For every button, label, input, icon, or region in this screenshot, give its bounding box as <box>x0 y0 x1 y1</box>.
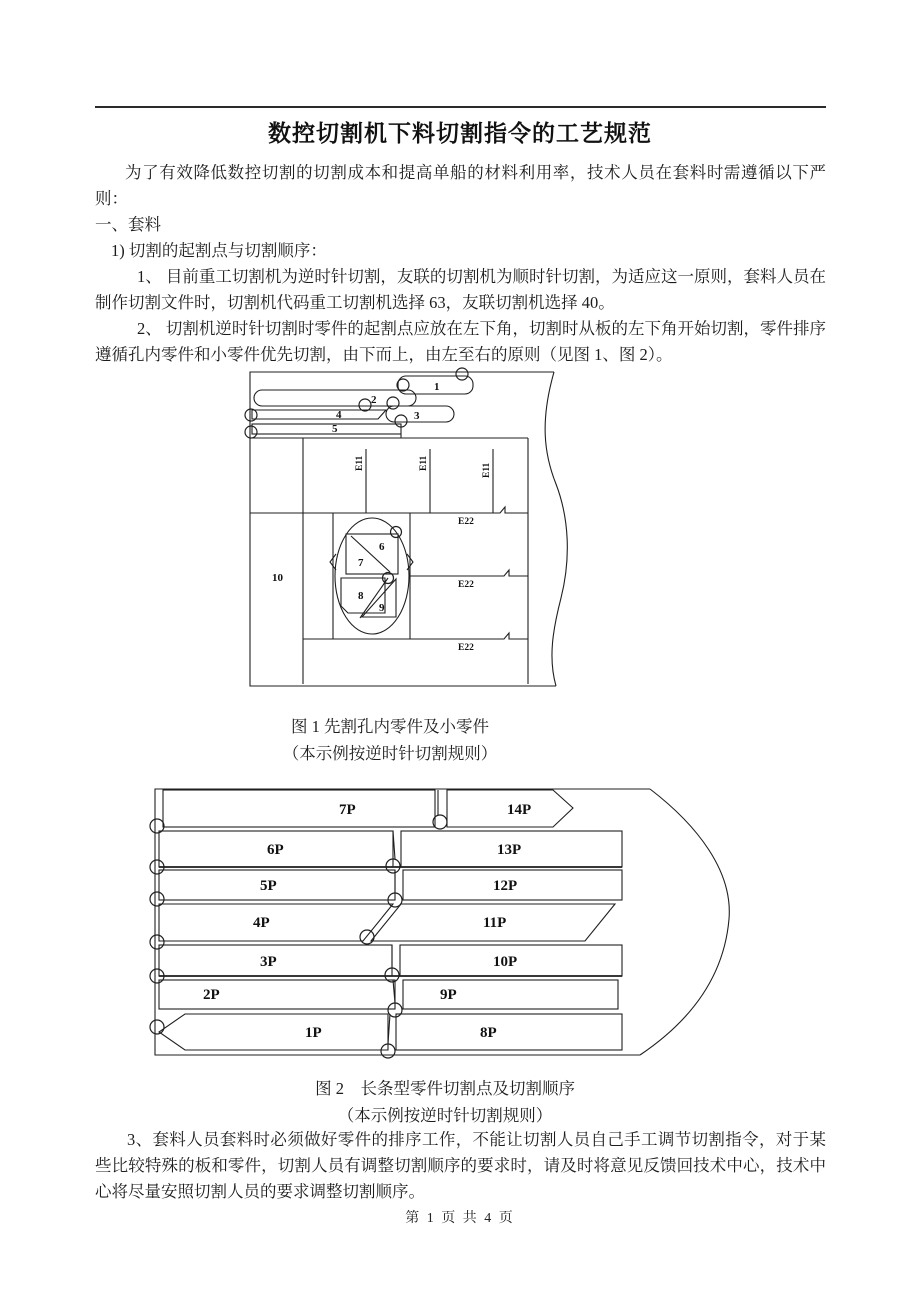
part-label-8: 8 <box>358 590 364 602</box>
intro-paragraph: 为了有效降低数控切割的切割成本和提高单船的材料利用率，技术人员在套料时需遵循以下严则： <box>95 163 826 208</box>
plate2-outline <box>155 789 650 1055</box>
strip-label-3p: 3P <box>260 954 277 970</box>
zone-label-e22: E22 <box>458 580 474 590</box>
strip-label-8p: 8P <box>480 1025 497 1041</box>
header-rule <box>95 106 826 108</box>
body-text <box>95 160 826 368</box>
strip-1p <box>159 1014 388 1050</box>
figure1-caption-line2: （本示例按逆时针切割规则） <box>282 744 498 763</box>
cut-start-circle <box>245 426 257 438</box>
strip-label-6p: 6P <box>267 842 284 858</box>
strip-9p <box>403 980 618 1009</box>
page-title: 数控切割机下料切割指令的工艺规范 <box>268 120 652 146</box>
part-label-4: 4 <box>336 409 342 421</box>
part-label-1: 1 <box>434 381 440 393</box>
strip-label-1p: 1P <box>305 1025 322 1041</box>
strip-label-14p: 14P <box>507 802 532 818</box>
subsection-heading: 1) 切割的起割点与切割顺序： <box>111 241 327 260</box>
cut-start-circle <box>387 397 399 409</box>
strip-label-5p: 5P <box>260 878 277 894</box>
strip-label-4p: 4P <box>253 915 270 931</box>
strip-label-12p: 12P <box>493 878 518 894</box>
plate2-torn-edge <box>640 789 729 1055</box>
zone-label-e11: E11 <box>419 455 429 471</box>
point-2: 2、 切割机逆时针切割时零件的起割点应放在左下角，切割时从板的左下角开始切割，零件排序遵循孔内零件和小零件优先切割，由下而上，由左至右的原则（见图 1、图 2）。 <box>95 319 826 364</box>
strip-4p <box>159 904 393 941</box>
strip-label-7p: 7P <box>339 802 356 818</box>
cut-start-circle <box>150 935 164 949</box>
zone-label-e22: E22 <box>458 517 474 527</box>
part-label-5: 5 <box>332 423 338 435</box>
strip-label-9p: 9P <box>440 987 457 1003</box>
e22-seam <box>410 570 528 576</box>
strip-label-2p: 2P <box>203 987 220 1003</box>
part-label-6: 6 <box>379 541 385 553</box>
point-3: 3、套料人员套料时必须做好零件的排序工作，不能让切割人员自己手工调节切割指令，对于某些比较特殊的板和零件，切割人员有调整切割顺序的要求时，请及时将意见反馈回技术中心，技术中心将尽量安照切割人员的要求调整切割顺序。 <box>95 1130 826 1201</box>
strip-2p <box>159 980 395 1009</box>
part-label-10: 10 <box>272 572 283 584</box>
strip-label-10p: 10P <box>493 954 518 970</box>
figure1-caption-line1: 图 1 先割孔内零件及小零件 <box>291 717 489 736</box>
part-label-7: 7 <box>358 557 364 569</box>
cut-start-circle <box>150 1020 164 1034</box>
page-footer: 第 1 页 共 4 页 <box>405 1211 515 1226</box>
e22-seam <box>250 507 528 513</box>
strip-7p <box>163 790 435 827</box>
section-heading: 一、套料 <box>95 215 161 234</box>
strip-5p <box>159 870 395 900</box>
figure1-caption <box>180 713 600 767</box>
strip-label-11p: 11P <box>483 915 507 931</box>
cut-start-circle <box>359 399 371 411</box>
strip-part-2 <box>254 390 416 406</box>
cut-start-circle <box>245 409 257 421</box>
part-label-2: 2 <box>371 394 377 406</box>
cut-start-circle <box>397 379 409 391</box>
cut-start-circle <box>456 368 468 380</box>
figure2-caption-line2: （本示例按逆时针切割规则） <box>337 1106 553 1125</box>
cut-start-circle <box>360 930 374 944</box>
hole-part-6-7 <box>346 534 398 574</box>
zone-label-e11: E11 <box>355 455 365 471</box>
strip-8p <box>396 1014 622 1050</box>
part-label-3: 3 <box>414 410 420 422</box>
strip-label-13p: 13P <box>497 842 522 858</box>
zone-label-e22: E22 <box>458 643 474 653</box>
zone-label-e11: E11 <box>482 462 492 478</box>
plate1-torn-edge <box>545 372 567 686</box>
strip-part-5 <box>252 424 401 434</box>
figure2-strips-diagram <box>145 783 745 1063</box>
figure2-caption <box>145 1075 745 1129</box>
figure1-nesting-diagram <box>238 366 590 694</box>
e22-seam <box>303 633 528 639</box>
point-1: 1、 目前重工切割机为逆时针切割，友联的切割机为顺时针切割，为适应这一原则，套料人员在制作切割文件时，切割机代码重工切割机选择 63，友联切割机选择 40。 <box>95 267 826 312</box>
part-label-9: 9 <box>379 602 385 614</box>
figure2-caption-line1: 图 2 长条型零件切割点及切割顺序 <box>315 1079 575 1098</box>
